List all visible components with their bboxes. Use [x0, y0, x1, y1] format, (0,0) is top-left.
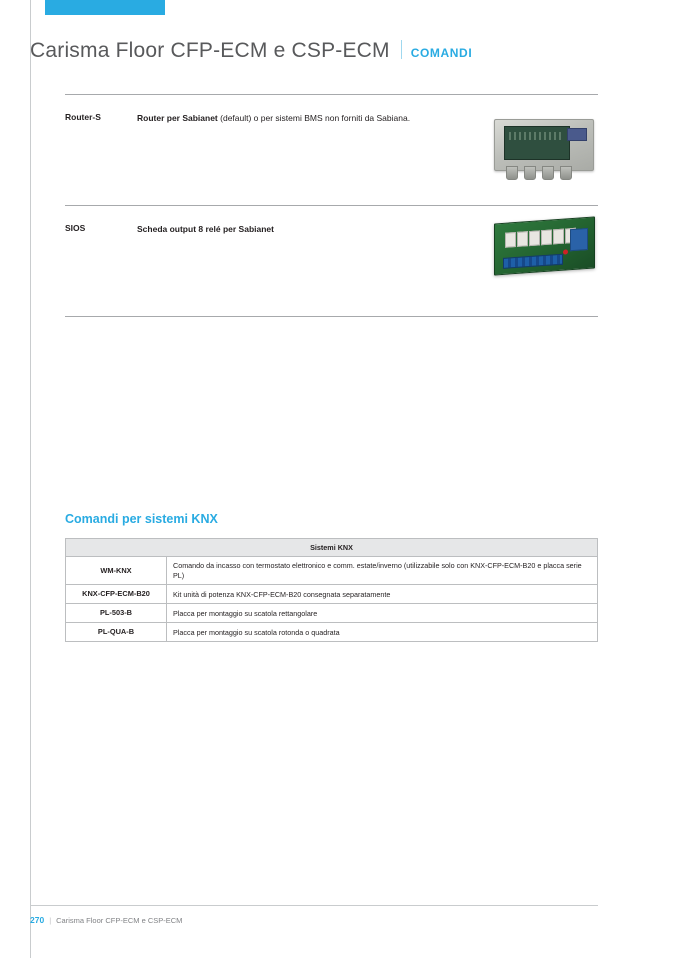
relay-board-pcb: [494, 216, 595, 275]
table-row: [66, 604, 598, 623]
knx-section-title: Comandi per sistemi KNX: [65, 512, 218, 526]
table-cell-desc: Kit unità di potenza KNX-CFP-ECM-B20 consegnata separatamente: [167, 585, 598, 604]
relay-component: [553, 229, 564, 245]
table-cell-desc: Comando da incasso con termostato elettronico e comm. estate/inverno (utilizzabile solo con KNX-CFP-ECM-B20 e placca serie PL): [167, 557, 598, 585]
table-cell-code: PL-QUA-B: [66, 623, 167, 642]
accessory-items-list: [65, 94, 598, 317]
table-row: [66, 585, 598, 604]
table-cell-code: PL-503-B: [66, 604, 167, 623]
footer-separator: |: [49, 916, 52, 925]
router-gland: [506, 166, 518, 180]
status-led: [563, 249, 568, 254]
table-header-row: [66, 539, 598, 557]
item-code: Router-S: [65, 112, 101, 122]
header-divider: [401, 40, 402, 59]
relay-component: [529, 230, 540, 246]
item-description-rest: (default) o per sistemi BMS non forniti da Sabiana.: [217, 113, 411, 123]
item-description-bold: Router per Sabianet: [137, 113, 218, 123]
footer-divider: [30, 905, 598, 906]
router-inner-board: [504, 126, 570, 160]
connector-block: [570, 228, 588, 251]
top-accent-bar: [45, 0, 165, 15]
table-cell-code: WM-KNX: [66, 557, 167, 585]
footer-page-number: 270: [30, 915, 45, 925]
page-footer: [30, 915, 182, 925]
list-item: [65, 95, 598, 205]
table-row: [66, 623, 598, 642]
terminal-block: [503, 254, 563, 269]
router-gland: [524, 166, 536, 180]
item-divider: [65, 316, 598, 317]
router-module-photo: [490, 113, 596, 183]
table-cell-code: KNX-CFP-ECM-B20: [66, 585, 167, 604]
left-vertical-rule: [30, 0, 31, 958]
relay-component: [517, 231, 528, 247]
footer-text: Carisma Floor CFP-ECM e CSP-ECM: [56, 916, 183, 925]
router-body: [494, 119, 594, 171]
knx-table: [65, 538, 598, 642]
table-cell-desc: Placca per montaggio su scatola rettangolare: [167, 604, 598, 623]
page-header: [30, 38, 472, 63]
router-gland: [542, 166, 554, 180]
table-cell-desc: Placca per montaggio su scatola rotonda o quadrata: [167, 623, 598, 642]
relay-component: [541, 229, 552, 245]
router-chip: [567, 128, 587, 141]
item-code: SIOS: [65, 223, 86, 233]
page-title: Carisma Floor CFP-ECM e CSP-ECM: [30, 39, 390, 62]
list-item: [65, 206, 598, 316]
table-row: [66, 557, 598, 585]
table-header-cell: Sistemi KNX: [66, 539, 598, 557]
item-description-bold: Scheda output 8 relé per Sabianet: [137, 224, 274, 234]
relay-component: [505, 232, 516, 248]
header-subtitle: COMANDI: [410, 46, 473, 60]
relay-board-photo: [492, 216, 596, 278]
router-gland: [560, 166, 572, 180]
